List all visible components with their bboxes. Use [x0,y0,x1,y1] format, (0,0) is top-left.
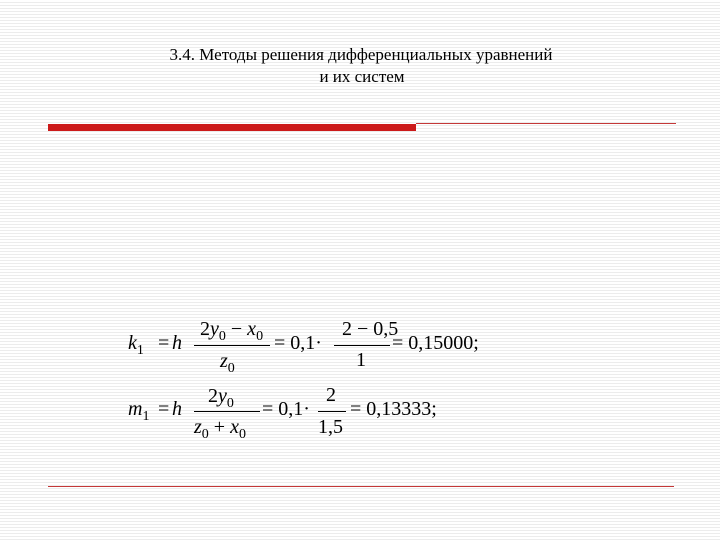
m1-result: = 0,13333; [350,398,437,420]
k1-step: = 0,1· [274,332,322,354]
k1-h: h [172,332,182,354]
m1-frac1-bar [194,411,260,412]
k1-lhs: $k_1$ [128,332,144,358]
k1-frac1-denominator: $z_0$ [220,350,235,376]
m1-equals: = [158,398,170,420]
m1-frac2-denominator: 1,5 [318,416,343,438]
k1-frac2-numerator: 2 − 0,5 [342,318,399,340]
k1-equals: = [158,332,170,354]
slide-title-line2: и их систем [319,67,405,86]
m1-frac2-numerator: 2 [326,384,336,406]
m1-step: = 0,1· [262,398,310,420]
footer-line [48,486,674,487]
slide-title-line1: 3.4. Методы решения дифференциальных уравнений [169,45,553,64]
k1-frac1-numerator: $2y_0 - x_0$ [200,318,264,344]
k1-frac2-denominator: 1 [356,349,366,371]
m1-frac1-denominator: $z_0 + x_0$ [194,416,246,442]
m1-h: h [172,398,182,420]
m1-lhs: $m_1$ [128,398,150,424]
m1-frac1-numerator: $2y_0$ [208,385,234,411]
k1-result: = 0,15000; [392,332,479,354]
m1-frac2-bar [318,411,346,412]
